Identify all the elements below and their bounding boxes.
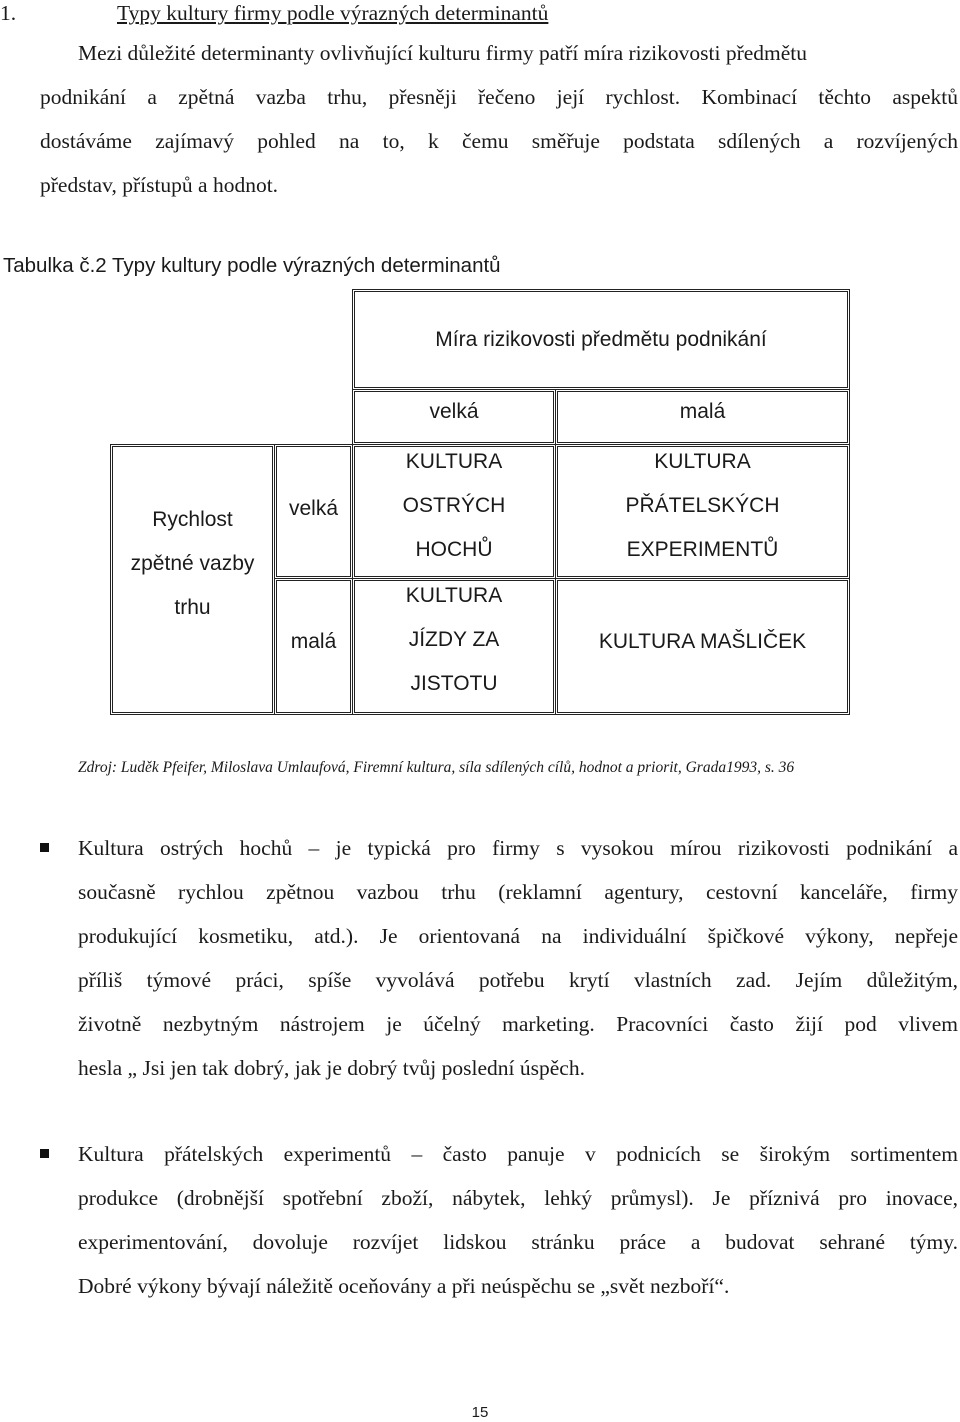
bullet-line: Kultura přátelských experimentů – často panuje v podnicích se širokým sortimentem: [78, 1142, 958, 1166]
cell-maslicek: [555, 578, 850, 706]
row-header-line: Rychlost: [152, 508, 233, 531]
intro-line: Mezi důležité determinanty ovlivňující kulturu firmy patří míra rizikovosti předmětu: [78, 41, 808, 65]
cell-line: KULTURA: [654, 450, 751, 473]
bullet-line: experimentování, dovoluje rozvíjet lidskou stránku práce a budovat sehrané týmy.: [78, 1230, 958, 1254]
cell-line: JISTOTU: [410, 672, 498, 695]
bullet-line: Dobré výkony bývají náležitě oceňovány a při neúspěchu se „svět nezboří“.: [78, 1274, 730, 1298]
page-number: 15: [471, 1404, 489, 1421]
cell-line: KULTURA MAŠLIČEK: [598, 630, 807, 653]
row-velka-label: velká: [288, 497, 339, 520]
row-header-line: zpětné vazby: [130, 552, 255, 575]
intro-line: podnikání a zpětná vazba trhu, přesněji řečeno její rychlost. Kombinací těchto aspektů: [40, 85, 958, 109]
bullet-line: produkce (drobnější spotřební zboží, nábytek, lehký průmysl). Je příznivá pro inovace,: [78, 1186, 958, 1210]
intro-line: představ, přístupů a hodnot.: [40, 173, 279, 197]
bullet-line: současně rychlou zpětnou vazbou trhu (reklamní agentury, cestovní kanceláře, firmy: [78, 880, 958, 904]
cell-ostrych-hochu: [352, 440, 556, 572]
risk-header: [352, 289, 850, 390]
cell-line: KULTURA: [405, 450, 503, 473]
col-header-velka: [352, 389, 556, 435]
cell-line: EXPERIMENTŮ: [626, 538, 779, 561]
row-velka: [274, 444, 353, 574]
section-number: 1.: [0, 1, 17, 25]
cell-line: KULTURA: [405, 584, 503, 607]
col-header-mala: [555, 389, 850, 435]
bullet-line: Kultura ostrých hochů – je typická pro firmy s vysokou mírou rizikovosti podnikání a: [78, 836, 958, 860]
bullet-line: hesla „ Jsi jen tak dobrý, jak je dobrý tvůj poslední úspěch.: [78, 1056, 585, 1080]
section-heading: [0, 0, 960, 26]
col-header-mala-label: malá: [679, 400, 726, 423]
source-note: Zdroj: Luděk Pfeifer, Miloslava Umlaufová, Firemní kultura, síla sdílených cílů, hodnot a priorit, Grada1993, s. 36: [78, 759, 795, 776]
row-mala-label: malá: [290, 630, 337, 653]
cell-line: HOCHŮ: [415, 538, 493, 561]
col-header-velka-label: velká: [429, 400, 479, 423]
bullet-line: produkující kosmetiku, atd.). Je orientovaná na individuální špičkové výkony, nepřeje: [78, 924, 958, 948]
bullet-square-icon: [40, 843, 49, 852]
row-header-line: trhu: [174, 596, 211, 619]
cell-line: OSTRÝCH: [402, 494, 506, 517]
intro-line: dostáváme zajímavý pohled na to, k čemu směřuje podstata sdílených a rozvíjených: [40, 129, 958, 153]
cell-line: JÍZDY ZA: [408, 628, 500, 651]
cell-line: PŘÁTELSKÝCH: [625, 494, 780, 517]
bullet-line: životně nezbytným nástrojem je účelný marketing. Pracovníci často žijí pod vlivem: [78, 1012, 958, 1036]
row-header: [110, 444, 275, 684]
row-mala: [274, 578, 353, 706]
bullet-line: příliš týmové práci, spíše vyvolává potřebu krytí vlastních zad. Jejím důležitým,: [78, 968, 958, 992]
table-caption: Tabulka č.2 Typy kultury podle výrazných determinantů: [3, 254, 501, 277]
section-title: Typy kultury firmy podle výrazných determinantů: [117, 1, 549, 25]
risk-header-label: Míra rizikovosti předmětu podnikání: [435, 327, 767, 351]
bullet-square-icon: [40, 1149, 49, 1158]
cell-jizdy-za-jistotu: [352, 574, 556, 706]
cell-pratelskych-experimentu: [555, 440, 850, 572]
